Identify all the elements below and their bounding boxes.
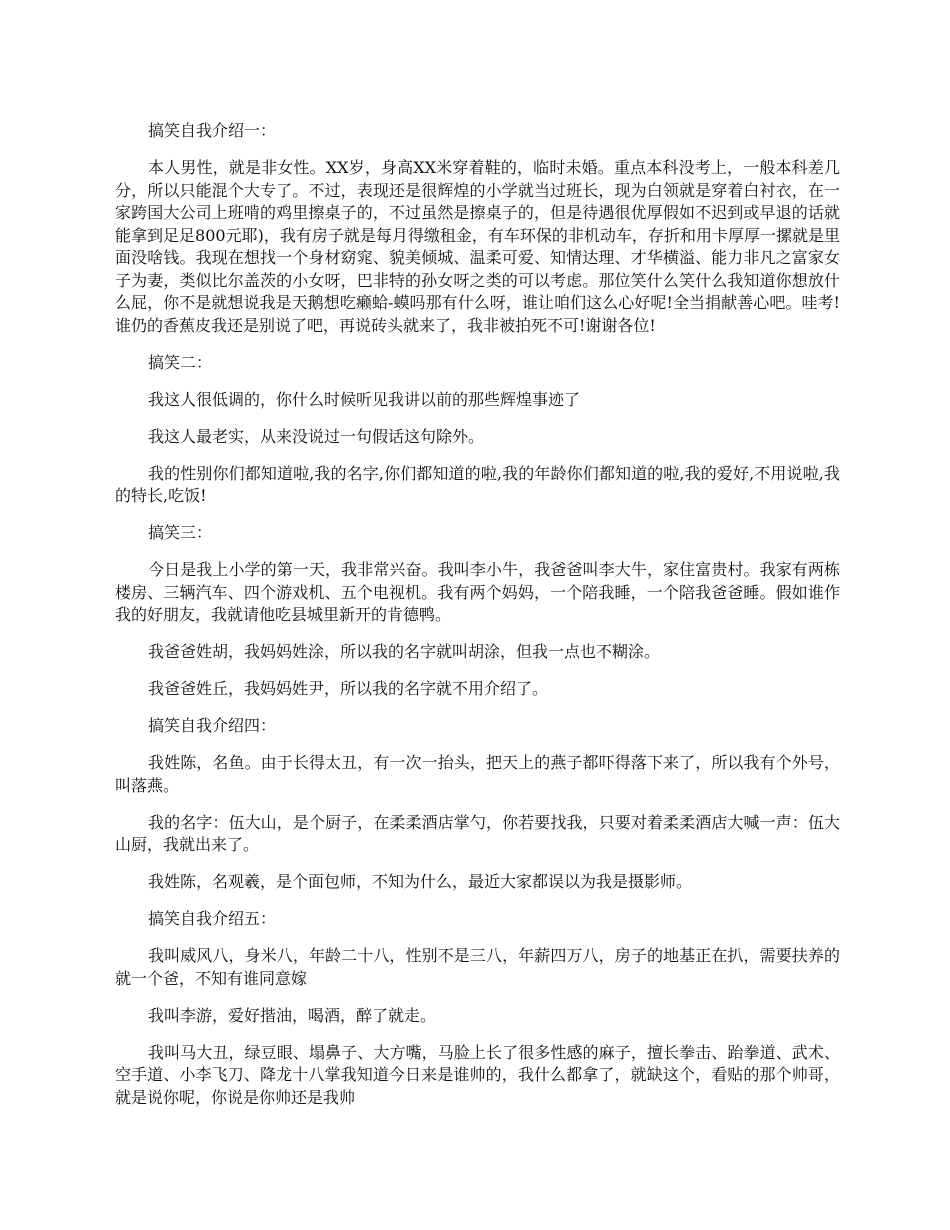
section-heading-2: 搞笑二： bbox=[148, 352, 213, 372]
paragraph: 我叫李游，爱好揩油，喝酒，醉了就走。 bbox=[148, 1005, 437, 1025]
document-page bbox=[115, 120, 840, 1124]
paragraph: 我这人最老实，从来没说过一句假话这句除外。 bbox=[148, 426, 485, 446]
section-heading-5: 搞笑自我介绍五： bbox=[148, 909, 277, 928]
section-heading-1: 搞笑自我介绍一： bbox=[148, 121, 277, 140]
section-heading-4: 搞笑自我介绍四： bbox=[148, 716, 277, 735]
paragraph: 我的性别你们都知道啦,我的名字,你们都知道的啦,我的年龄你们都知道的啦,我的爱好,不用说啦,我的特长,吃饭! bbox=[115, 463, 840, 505]
paragraph: 我爸爸姓丘，我妈妈姓尹，所以我的名字就不用介绍了。 bbox=[148, 679, 549, 698]
paragraph: 我姓陈，名鱼。由于长得太丑，有一次一抬头，把天上的燕子都吓得落下来了，所以我有个外号，叫落燕。 bbox=[115, 753, 840, 795]
paragraph: 本人男性，就是非女性。XX岁，身高XX米穿着鞋的，临时未婚。重点本科没考上，一般本科差几分，所以只能混个大专了。不过，表现还是很辉煌的小学就当过班长，现为白领就是穿着白衬衣，在一家跨国大公司上班啃的鸡里擦桌子的，不过虽然是擦桌子的，但是待遇很优厚假如不迟到或早退的话就能拿到足足800元耶)，我有房子就是每月得缴租金，有车环保的非机动车，存折和用卡厚厚一摞就是里面没啥钱。我现在想找一个身材窈窕、貌美倾城、温柔可爱、知情达理、才华横溢、能力非凡之富家女子为妻，类似比尔盖茨的小女呀，巴非特的孙女呀之类的可以考虑。那位笑什么笑什么我知道你想放什么屁，你不是就想说我是天鹅想吃癞蛤-蟆吗那有什么呀，谁让咱们这么心好呢!全当捐献善心吧。哇考!谁仍的香蕉皮我还是别说了吧，再说砖头就来了，我非被拍死不可!谢谢各位! bbox=[115, 158, 840, 335]
paragraph: 我叫马大丑，绿豆眼、塌鼻子、大方嘴，马脸上长了很多性感的麻子，擅长拳击、跆拳道、武术、空手道、小李飞刀、降龙十八掌我知道今日来是谁帅的，我什么都拿了，就缺这个，看贴的那个帅哥，就是说你呢，你说是你帅还是我帅 bbox=[115, 1042, 840, 1107]
paragraph: 今日是我上小学的第一天，我非常兴奋。我叫李小牛，我爸爸叫李大牛，家住富贵村。我家有两栋楼房、三辆汽车、四个游戏机、五个电视机。我有两个妈妈，一个陪我睡，一个陪我爸爸睡。假如谁作我的好朋友，我就请他吃县城里新开的肯德鸭。 bbox=[115, 560, 840, 624]
section-heading-3: 搞笑三： bbox=[148, 523, 213, 542]
paragraph: 我姓陈，名观羲，是个面包师，不知为什么，最近大家都误以为我是摄影师。 bbox=[148, 872, 693, 891]
paragraph: 我这人很低调的，你什么时候听见我讲以前的那些辉煌事迹了 bbox=[148, 389, 581, 409]
paragraph: 我叫威风八，身米八，年龄二十八，性别不是三八，年薪四万八，房子的地基正在扒，需要扶养的就一个爸，不知有谁同意嫁 bbox=[115, 946, 840, 988]
paragraph: 我爸爸姓胡，我妈妈姓涂，所以我的名字就叫胡涂，但我一点也不糊涂。 bbox=[148, 642, 661, 661]
paragraph: 我的名字：伍大山，是个厨子，在柔柔酒店掌勺，你若要找我，只要对着柔柔酒店大喊一声：伍大山厨，我就出来了。 bbox=[115, 812, 840, 854]
